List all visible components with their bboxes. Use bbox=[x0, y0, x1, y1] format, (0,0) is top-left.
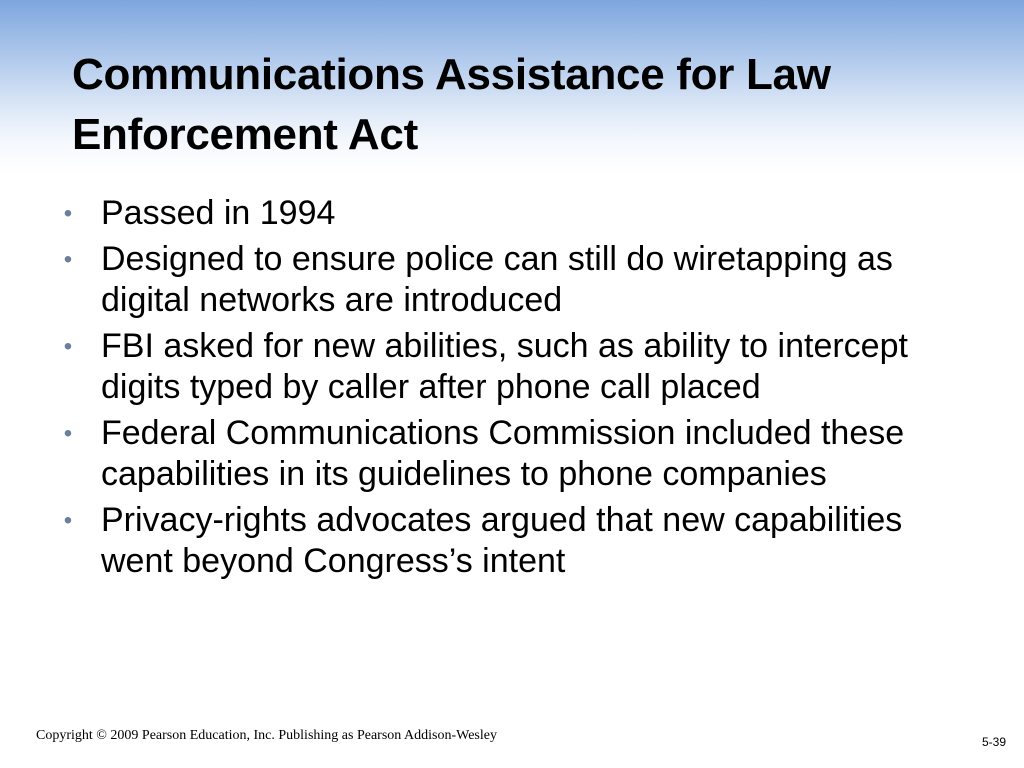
copyright-footer: Copyright © 2009 Pearson Education, Inc. Publishing as Pearson Addison-Wesley bbox=[36, 728, 497, 743]
bullet-marker-icon: • bbox=[63, 506, 73, 534]
bullet-text: Designed to ensure police can still do wiretapping as digital networks are introduced bbox=[101, 239, 893, 319]
slide-number: 5-39 bbox=[981, 735, 1006, 749]
bullet-text: Privacy-rights advocates argued that new capabilities went beyond Congress’s intent bbox=[101, 500, 903, 580]
bullet-list bbox=[58, 193, 958, 587]
bullet-marker-icon: • bbox=[63, 200, 73, 227]
bullet-item bbox=[58, 413, 958, 496]
bullet-text: Federal Communications Commission included these capabilities in its guidelines to phone companies bbox=[101, 413, 905, 493]
bullet-text: FBI asked for new abilities, such as ability to intercept digits typed by caller after phone call placed bbox=[101, 326, 908, 406]
slide-title: Communications Assistance for Law Enforcement Act bbox=[72, 50, 831, 159]
bullet-item bbox=[58, 193, 958, 235]
bullet-item bbox=[58, 326, 958, 409]
bullet-marker-icon: • bbox=[63, 419, 73, 447]
bullet-marker-icon: • bbox=[63, 332, 73, 360]
bullet-item bbox=[58, 239, 958, 322]
bullet-item bbox=[58, 500, 958, 583]
bullet-marker-icon: • bbox=[63, 245, 73, 273]
bullet-text: Passed in 1994 bbox=[101, 194, 336, 232]
